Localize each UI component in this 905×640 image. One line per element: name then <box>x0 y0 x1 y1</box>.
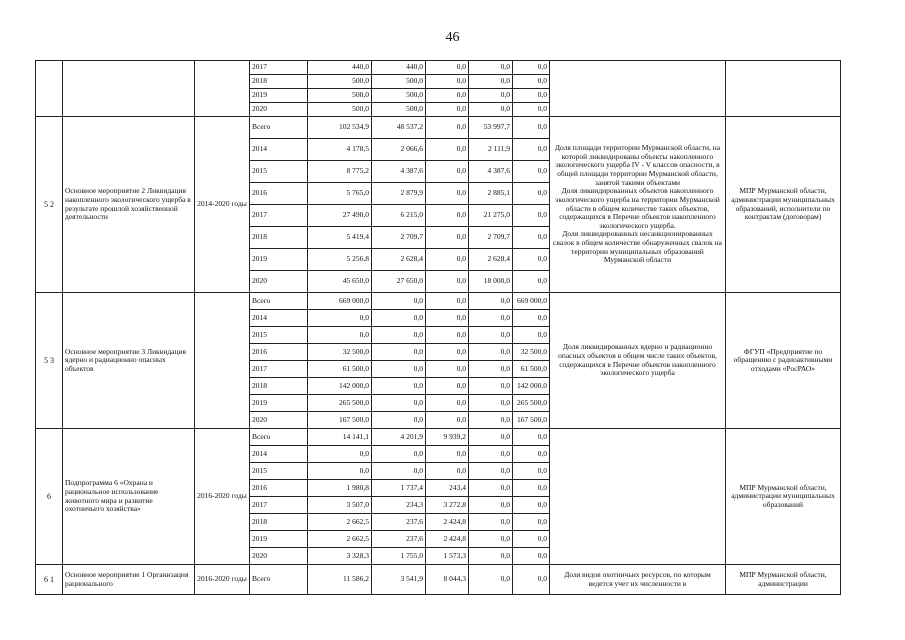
item-name: Основное мероприятие 2 Ликвидация накопленного экологического ущерба в результате прошлой хозяйственной деятельности <box>63 117 195 293</box>
total-cell: 2 662,5 <box>308 514 372 531</box>
table-row <box>36 429 841 446</box>
table-row <box>36 117 841 139</box>
value-cell: 0,0 <box>469 531 513 548</box>
year-cell: 2014 <box>250 446 308 463</box>
value-cell: 0,0 <box>469 395 513 412</box>
value-cell: 0,0 <box>469 446 513 463</box>
value-cell: 2 424,8 <box>426 514 469 531</box>
value-cell: 0,0 <box>469 480 513 497</box>
value-cell: 0,0 <box>513 514 550 531</box>
value-cell: 0,0 <box>513 249 550 271</box>
value-cell: 0,0 <box>469 75 513 89</box>
value-cell: 0,0 <box>426 446 469 463</box>
year-cell: 2014 <box>250 310 308 327</box>
year-cell: 2015 <box>250 161 308 183</box>
value-cell: 0,0 <box>513 310 550 327</box>
value-cell: 0,0 <box>513 446 550 463</box>
total-cell: 0,0 <box>308 463 372 480</box>
value-cell: 0,0 <box>513 497 550 514</box>
value-cell: 61 500,0 <box>513 361 550 378</box>
item-name: Основное мероприятие 1 Организация рационального <box>63 565 195 595</box>
value-cell: 2 709,7 <box>469 227 513 249</box>
total-cell: 32 500,0 <box>308 344 372 361</box>
value-cell: 4 201,9 <box>372 429 426 446</box>
item-period: 2016-2020 годы <box>195 565 250 595</box>
item-period: 2016-2020 годы <box>195 429 250 565</box>
item-period <box>195 293 250 429</box>
item-number: 6 1 <box>36 565 63 595</box>
value-cell: 0,0 <box>426 103 469 117</box>
total-cell: 500,0 <box>308 89 372 103</box>
value-cell: 2 424,8 <box>426 531 469 548</box>
value-cell: 0,0 <box>513 183 550 205</box>
value-cell: 0,0 <box>426 327 469 344</box>
value-cell: 0,0 <box>513 327 550 344</box>
value-cell: 18 000,0 <box>469 271 513 293</box>
value-cell: 0,0 <box>426 61 469 75</box>
value-cell: 243,4 <box>426 480 469 497</box>
indicator-line: Доля ликвидированных объектов накопленного экологического ущерба на территории Мурманской области в общем количестве таких объектов, содержащихся в Перечне объектов накопленного экологического ущерба. <box>555 186 720 230</box>
value-cell: 0,0 <box>513 103 550 117</box>
total-cell: 102 534,9 <box>308 117 372 139</box>
value-cell: 0,0 <box>513 429 550 446</box>
total-cell: 14 141,1 <box>308 429 372 446</box>
total-cell: 5 256,8 <box>308 249 372 271</box>
year-cell: Всего <box>250 117 308 139</box>
value-cell: 500,0 <box>372 89 426 103</box>
value-cell: 0,0 <box>513 548 550 565</box>
value-cell: 0,0 <box>469 61 513 75</box>
value-cell: 0,0 <box>513 565 550 595</box>
item-name <box>63 61 195 117</box>
value-cell: 669 000,0 <box>513 293 550 310</box>
year-cell: 2019 <box>250 89 308 103</box>
value-cell: 0,0 <box>513 75 550 89</box>
value-cell: 0,0 <box>513 161 550 183</box>
table-row <box>36 565 841 595</box>
value-cell: 0,0 <box>426 205 469 227</box>
value-cell: 0,0 <box>372 446 426 463</box>
value-cell: 2 111,9 <box>469 139 513 161</box>
total-cell: 142 000,0 <box>308 378 372 395</box>
total-cell: 11 586,2 <box>308 565 372 595</box>
year-cell: 2018 <box>250 378 308 395</box>
value-cell: 0,0 <box>426 183 469 205</box>
total-cell: 61 500,0 <box>308 361 372 378</box>
year-cell: 2019 <box>250 249 308 271</box>
value-cell: 0,0 <box>469 293 513 310</box>
value-cell: 0,0 <box>426 395 469 412</box>
total-cell: 500,0 <box>308 103 372 117</box>
value-cell: 234,3 <box>372 497 426 514</box>
total-cell: 27 490,0 <box>308 205 372 227</box>
value-cell: 500,0 <box>372 103 426 117</box>
value-cell: 21 275,0 <box>469 205 513 227</box>
value-cell: 0,0 <box>372 395 426 412</box>
year-cell: 2020 <box>250 103 308 117</box>
year-cell: 2020 <box>250 412 308 429</box>
indicator-line: Доля площади территории Мурманской области, на которой ликвидированы объекты накопленного экологического ущерба IV - V классов опасности, в общей площади территории Мурманской области, занятой такими объектами <box>554 143 721 187</box>
year-cell: Всего <box>250 293 308 310</box>
value-cell: 142 000,0 <box>513 378 550 395</box>
value-cell: 1 755,0 <box>372 548 426 565</box>
value-cell: 0,0 <box>426 227 469 249</box>
value-cell: 1 737,4 <box>372 480 426 497</box>
total-cell: 3 507,0 <box>308 497 372 514</box>
item-name: Основное мероприятие 3 Ликвидация ядерно и радиационно опасных объектов <box>63 293 195 429</box>
value-cell: 0,0 <box>426 378 469 395</box>
page-number: 46 <box>445 30 460 45</box>
year-cell: 2018 <box>250 514 308 531</box>
value-cell: 0,0 <box>469 344 513 361</box>
value-cell: 0,0 <box>426 310 469 327</box>
table-row <box>36 61 841 75</box>
value-cell: 0,0 <box>513 89 550 103</box>
executor-cell: МПР Мурманской области, администрации муниципальных образований, исполнители по контрактам (договорам) <box>726 117 841 293</box>
value-cell: 0,0 <box>513 205 550 227</box>
value-cell: 0,0 <box>469 463 513 480</box>
value-cell: 0,0 <box>372 293 426 310</box>
indicator-cell <box>550 429 726 565</box>
value-cell: 0,0 <box>426 293 469 310</box>
value-cell: 6 215,0 <box>372 205 426 227</box>
total-cell: 45 650,0 <box>308 271 372 293</box>
executor-cell: ФГУП «Предприятие по обращению с радиоактивными отходами «РосРАО» <box>726 293 841 429</box>
year-cell: 2019 <box>250 395 308 412</box>
year-cell: 2018 <box>250 75 308 89</box>
value-cell: 0,0 <box>372 344 426 361</box>
indicator-cell <box>550 61 726 117</box>
item-number: 6 <box>36 429 63 565</box>
table-row <box>36 293 841 310</box>
total-cell: 669 000,0 <box>308 293 372 310</box>
value-cell: 4 387,6 <box>372 161 426 183</box>
year-cell: 2017 <box>250 205 308 227</box>
value-cell: 0,0 <box>426 75 469 89</box>
value-cell: 0,0 <box>426 139 469 161</box>
year-cell: 2015 <box>250 463 308 480</box>
value-cell: 0,0 <box>469 548 513 565</box>
indicator-line: Доля ликвидированных несанкционированных свалок в общем количестве обнаруженных свалок на территории муниципальных образований Мурманской области <box>553 229 722 265</box>
year-cell: 2020 <box>250 271 308 293</box>
value-cell: 0,0 <box>372 310 426 327</box>
year-cell: 2015 <box>250 327 308 344</box>
value-cell: 32 500,0 <box>513 344 550 361</box>
value-cell: 167 500,0 <box>513 412 550 429</box>
year-cell: Всего <box>250 429 308 446</box>
value-cell: 1 573,3 <box>426 548 469 565</box>
value-cell: 265 500,0 <box>513 395 550 412</box>
year-cell: 2014 <box>250 139 308 161</box>
value-cell: 0,0 <box>469 89 513 103</box>
year-cell: 2016 <box>250 183 308 205</box>
year-cell: 2019 <box>250 531 308 548</box>
year-cell: 2016 <box>250 344 308 361</box>
total-cell: 265 500,0 <box>308 395 372 412</box>
value-cell: 0,0 <box>469 378 513 395</box>
value-cell: 500,0 <box>372 75 426 89</box>
value-cell: 8 044,3 <box>426 565 469 595</box>
year-cell: 2017 <box>250 497 308 514</box>
value-cell: 27 650,0 <box>372 271 426 293</box>
value-cell: 0,0 <box>513 139 550 161</box>
total-cell: 5 765,0 <box>308 183 372 205</box>
executor-cell: МПР Мурманской области, администрации муниципальных образований <box>726 429 841 565</box>
value-cell: 9 939,2 <box>426 429 469 446</box>
total-cell: 0,0 <box>308 310 372 327</box>
year-cell: 2016 <box>250 480 308 497</box>
value-cell: 0,0 <box>469 327 513 344</box>
year-cell: 2017 <box>250 61 308 75</box>
indicator-cell <box>550 117 726 293</box>
total-cell: 167 500,0 <box>308 412 372 429</box>
year-cell: 2017 <box>250 361 308 378</box>
value-cell: 3 541,9 <box>372 565 426 595</box>
value-cell: 0,0 <box>426 463 469 480</box>
value-cell: 0,0 <box>513 531 550 548</box>
value-cell: 0,0 <box>469 361 513 378</box>
item-number: 5 3 <box>36 293 63 429</box>
value-cell: 0,0 <box>426 249 469 271</box>
item-period: 2014-2020 годы <box>195 117 250 293</box>
value-cell: 0,0 <box>372 327 426 344</box>
item-number: 5 2 <box>36 117 63 293</box>
value-cell: 0,0 <box>426 412 469 429</box>
value-cell: 0,0 <box>469 497 513 514</box>
total-cell: 8 775,2 <box>308 161 372 183</box>
total-cell: 5 419,4 <box>308 227 372 249</box>
value-cell: 0,0 <box>426 89 469 103</box>
value-cell: 0,0 <box>513 271 550 293</box>
value-cell: 0,0 <box>469 565 513 595</box>
total-cell: 440,0 <box>308 61 372 75</box>
year-cell: 2020 <box>250 548 308 565</box>
value-cell: 237,6 <box>372 514 426 531</box>
item-name: Подпрограмма 6 «Охрана и рациональное использование животного мира и развитие охотничьего хозяйства» <box>63 429 195 565</box>
value-cell: 3 272,8 <box>426 497 469 514</box>
value-cell: 2 879,9 <box>372 183 426 205</box>
value-cell: 237,6 <box>372 531 426 548</box>
value-cell: 0,0 <box>513 480 550 497</box>
total-cell: 0,0 <box>308 327 372 344</box>
total-cell: 1 980,8 <box>308 480 372 497</box>
item-number <box>36 61 63 117</box>
value-cell: 2 628,4 <box>469 249 513 271</box>
year-cell: 2018 <box>250 227 308 249</box>
total-cell: 0,0 <box>308 446 372 463</box>
value-cell: 0,0 <box>372 378 426 395</box>
value-cell: 0,0 <box>372 463 426 480</box>
executor-cell <box>726 61 841 117</box>
value-cell: 0,0 <box>372 361 426 378</box>
value-cell: 53 997,7 <box>469 117 513 139</box>
value-cell: 0,0 <box>469 103 513 117</box>
indicator-cell: Доля видов охотничьих ресурсов, по которым ведется учет их численности в <box>550 565 726 595</box>
value-cell: 2 885,1 <box>469 183 513 205</box>
value-cell: 0,0 <box>426 161 469 183</box>
value-cell: 0,0 <box>426 344 469 361</box>
value-cell: 0,0 <box>513 61 550 75</box>
value-cell: 0,0 <box>469 412 513 429</box>
value-cell: 0,0 <box>469 429 513 446</box>
value-cell: 0,0 <box>469 310 513 327</box>
item-period <box>195 61 250 117</box>
value-cell: 0,0 <box>513 227 550 249</box>
value-cell: 4 387,6 <box>469 161 513 183</box>
value-cell: 440,0 <box>372 61 426 75</box>
value-cell: 2 066,6 <box>372 139 426 161</box>
total-cell: 2 662,5 <box>308 531 372 548</box>
program-table <box>35 60 841 595</box>
executor-cell: МПР Мурманской области, администрации <box>726 565 841 595</box>
year-cell: Всего <box>250 565 308 595</box>
value-cell: 0,0 <box>426 117 469 139</box>
value-cell: 2 709,7 <box>372 227 426 249</box>
value-cell: 0,0 <box>469 514 513 531</box>
value-cell: 48 537,2 <box>372 117 426 139</box>
indicator-cell: Доля ликвидированных ядерно и радиационно опасных объектов в общем числе таких объектов, содержащихся в Перечне объектов накопленного экологического ущерба <box>550 293 726 429</box>
total-cell: 500,0 <box>308 75 372 89</box>
total-cell: 3 328,3 <box>308 548 372 565</box>
value-cell: 0,0 <box>426 361 469 378</box>
value-cell: 0,0 <box>426 271 469 293</box>
value-cell: 2 628,4 <box>372 249 426 271</box>
value-cell: 0,0 <box>372 412 426 429</box>
value-cell: 0,0 <box>513 117 550 139</box>
total-cell: 4 178,5 <box>308 139 372 161</box>
value-cell: 0,0 <box>513 463 550 480</box>
